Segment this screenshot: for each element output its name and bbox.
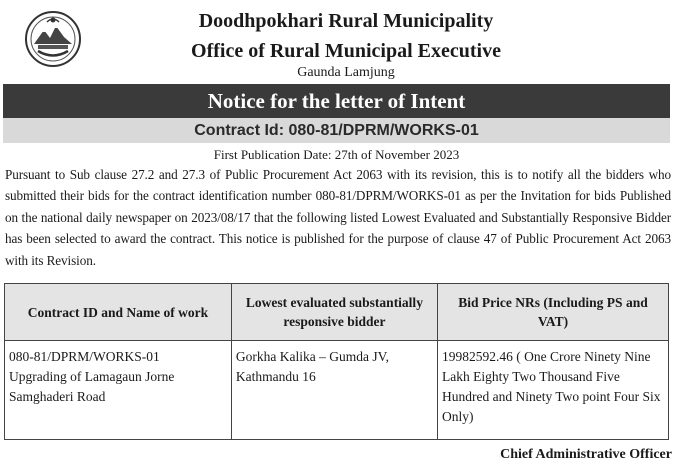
- header-contract-work: Contract ID and Name of work: [5, 284, 232, 341]
- cell-bid-price: 19982592.46 ( One Crore Ninety Nine Lakh Eighty Two Thousand Five Hundred and Ninety Two point Four Six Only): [438, 341, 669, 440]
- contract-id: 080-81/DPRM/WORKS-01: [9, 349, 160, 364]
- cell-contract-work: [5, 341, 232, 440]
- award-table: [4, 283, 669, 440]
- contract-id-bar: Contract Id: 080-81/DPRM/WORKS-01: [3, 118, 670, 143]
- organization-name: Doodhpokhari Rural Municipality: [198, 10, 494, 32]
- notice-title-banner: Notice for the letter of Intent: [3, 84, 670, 118]
- nepal-emblem-icon: [24, 10, 82, 68]
- header-bidder: Lowest evaluated substantially responsive bidder: [231, 284, 437, 341]
- table-header-row: [5, 284, 669, 341]
- notice-header: [0, 0, 692, 84]
- office-address: Gaunda Lamjung: [297, 65, 395, 80]
- publication-date: First Publication Date: 27th of November 2023: [213, 147, 460, 162]
- header-bid-price: Bid Price NRs (Including PS and VAT): [438, 284, 669, 341]
- cell-bidder: Gorkha Kalika – Gumda JV, Kathmandu 16: [231, 341, 437, 440]
- notice-body: Pursuant to Sub clause 27.2 and 27.3 of Public Procurement Act 2063 with its revision, this is to notify all the bidders who submitted their bids for the contract identification number 080-81/DPRM/WORKS-01 as per the Invitation for bids Published on the national daily newspaper on 2023/08/17 that the following listed Lowest Evaluated and Substantially Responsive Bidder has been selected to award the contract. This notice is published for the purpose of clause 47 of Public Procurement Act 2063 with its Revision.: [5, 167, 671, 268]
- signatory: Chief Administrative Officer: [500, 447, 672, 462]
- office-name: Office of Rural Municipal Executive: [191, 40, 501, 62]
- table-row: [5, 341, 669, 440]
- work-name: Upgrading of Lamagaun Jorne Samghaderi Road: [9, 369, 175, 404]
